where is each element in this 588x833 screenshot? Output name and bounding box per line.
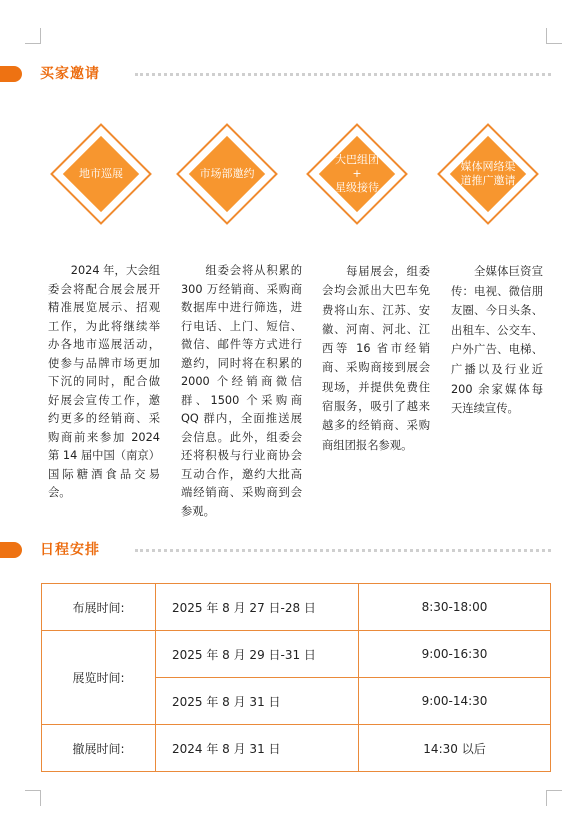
schedule-section-title: 日程安排 xyxy=(40,542,100,558)
section-marker-icon xyxy=(0,66,22,82)
column-text-marketing-invite: 组委会将从积累的 300 万经销商、采购商数据库中进行筛选，进行电话、上门、短信、微信、邮件等方式进行邀约，同时将在积累的 2000 个经销商微信群、1500 个采购商 QQ 群内，全面推送展会信息。此外，组委会还将积极与行业商协会互动合作，邀约大批高端经销商、采购商到会参观。 xyxy=(181,264,302,518)
dotted-divider xyxy=(135,73,551,76)
row-time: 14:30 以后 xyxy=(359,725,551,772)
row-date: 2024 年 8 月 31 日 xyxy=(156,725,359,772)
row-time: 9:00-16:30 xyxy=(359,631,551,678)
crop-mark-top-left xyxy=(25,28,41,44)
diamond-city-tour xyxy=(50,123,152,225)
column-text-media-promotion: 全媒体巨资宣传：电视、微信朋友圈、今日头条、出租车、公交车、户外广告、电梯、广播以及行业近 200 余家媒体每天连续宣传。 xyxy=(451,265,543,416)
row-date: 2025 年 8 月 31 日 xyxy=(156,678,359,725)
crop-mark-top-right xyxy=(546,28,562,44)
schedule-table xyxy=(41,583,551,772)
buyer-section-title: 买家邀请 xyxy=(40,66,100,82)
diamond-bus-group xyxy=(306,123,408,225)
diamond-label: 地市巡展 xyxy=(79,167,123,180)
row-label: 撤展时间: xyxy=(42,725,156,772)
diamond-label: 大巴组团 + 星级接待 xyxy=(335,153,379,194)
buyer-section-header xyxy=(0,64,588,84)
dotted-divider xyxy=(135,549,551,552)
column-text-bus-group: 每届展会，组委会均会派出大巴车免费将山东、江苏、安徽、河南、河北、江西等 16 省市经销商、采购商接到展会现场，并提供免费住宿服务，吸引了越来越多的经销商、采购商组团报名参观。 xyxy=(322,265,430,452)
crop-mark-bottom-right xyxy=(546,790,562,806)
row-date: 2025 年 8 月 29 日-31 日 xyxy=(156,631,359,678)
row-time: 8:30-18:00 xyxy=(359,584,551,631)
schedule-section-header xyxy=(0,540,588,560)
row-label: 展览时间: xyxy=(42,631,156,725)
section-marker-icon xyxy=(0,542,22,558)
crop-mark-bottom-left xyxy=(25,790,41,806)
table-row xyxy=(42,584,551,631)
table-row xyxy=(42,725,551,772)
diamond-media-promotion xyxy=(437,123,539,225)
diamond-label: 市场部邀约 xyxy=(199,167,255,180)
row-date: 2025 年 8 月 27 日-28 日 xyxy=(156,584,359,631)
row-time: 9:00-14:30 xyxy=(359,678,551,725)
table-row xyxy=(42,631,551,678)
diamond-label: 媒体网络渠道推广邀请 xyxy=(460,160,516,187)
column-text-city-tour: 2024 年，大会组委会将配合展会展开精准展览展示、招观工作，为此将继续举办各地市巡展活动，使参与品牌市场更加下沉的同时，配合做好展会宣传工作，邀约更多的经销商、采购商前来参加 2024 第 14 届中国（南京）国际糖酒食品交易会。 xyxy=(48,264,160,499)
row-label: 布展时间: xyxy=(42,584,156,631)
diamond-marketing-invite xyxy=(176,123,278,225)
